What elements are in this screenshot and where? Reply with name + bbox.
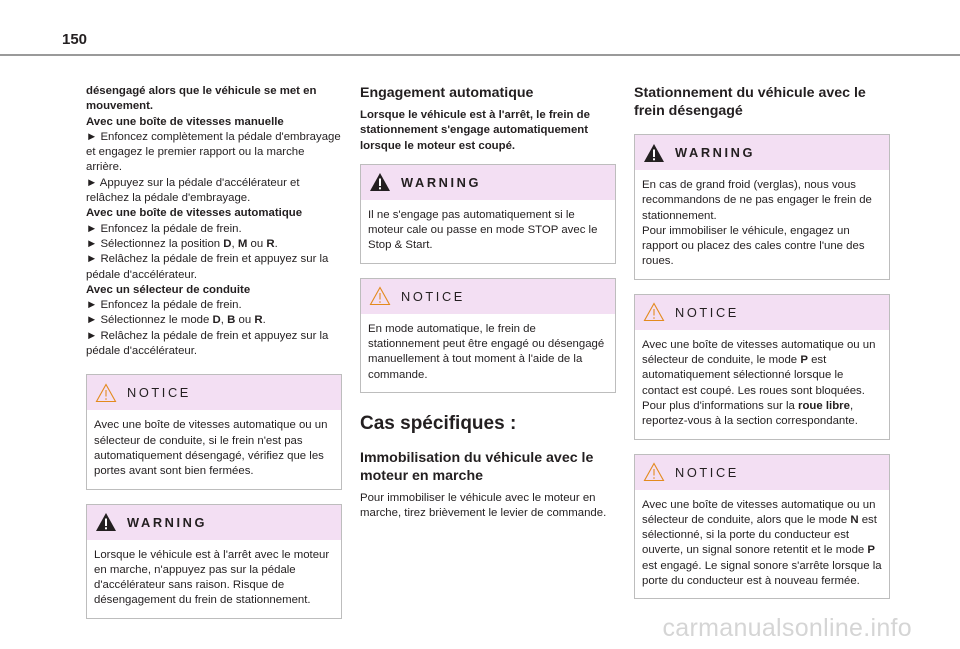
warning-triangle-icon [95,512,117,532]
warning-triangle-icon [643,143,665,163]
specific-cases-heading: Cas spécifiques : [360,412,517,434]
notice-title: NOTICE [675,304,739,320]
manual-step-1: ► Enfoncez complètement la pédale d'embrayage et engagez le premier rapport ou la marche arrière. [86,130,341,174]
notice-text: Avec une boîte de vitesses automatique ou un sélecteur de conduite, si le frein n'est pas automatiquement désengagé, vérifiez que les portes avant sont bien fermées. [94,419,328,478]
warning-title: WARNING [675,145,756,160]
notice-box-1 [634,294,890,440]
warning-text-1: En cas de grand froid (verglas), nous vous recommandons de ne pas engager le frein de stationnement. [642,179,872,222]
intro-text: désengagé alors que le véhicule se met en mouvement. [86,85,317,113]
notice-text: Avec une boîte de vitesses automatique ou un sélecteur de conduite, alors que le mode N est sélectionné, si la porte du conducteur est ouverte, un signal sonore retentit et le mode P est engagé. Le signal sonore s'arrête lorsque la porte du conducteur est à nouveau fermée. [642,498,882,588]
warning-text: Il ne s'engage pas automatiquement si le moteur cale ou passe en mode STOP avec le Stop & Start. [368,208,598,252]
warning-header [361,165,615,200]
notice-box [86,374,342,489]
section-heading-auto-engage: Engagement automatique [360,85,534,101]
column-2 [360,84,616,522]
manual-step-2: ► Appuyez sur la pédale d'accélérateur et relâchez la pédale d'embrayage. [86,176,300,205]
notice-header [635,295,889,330]
selector-step-2: ► Sélectionnez le mode D, B ou R. [86,314,266,327]
notice-header [635,455,889,490]
notice-triangle-icon [95,383,117,403]
section-heading-parking: Stationnement du véhicule avec le frein désengagé [634,85,866,119]
notice-box-2 [634,454,890,600]
auto-step-2: ► Sélectionnez la position D, M ou R. [86,237,278,250]
selector-heading: Avec un sélecteur de conduite [86,283,251,296]
watermark: carmanualsonline.info [662,614,912,642]
notice-box [360,278,616,393]
page-number: 150 [62,31,88,48]
notice-triangle-icon [643,462,665,482]
notice-text: En mode automatique, le frein de stationnement peut être engagé ou désengagé manuellement à tout moment à l'aide de la commande. [368,322,605,381]
warning-text: Lorsque le véhicule est à l'arrêt avec le moteur en marche, n'appuyez pas sur la pédale d'accélérateur sans raison. Risque de désengagement du frein de stationnement. [94,548,330,607]
warning-box [634,134,890,280]
notice-title: NOTICE [675,464,739,480]
notice-triangle-icon [369,286,391,306]
auto-step-1: ► Enfoncez la pédale de frein. [86,222,242,235]
warning-header [87,505,341,540]
warning-text-2: Pour immobiliser le véhicule, engagez un rapport ou placez des cales contre l'une des roues. [642,224,865,268]
header-rule [0,54,960,56]
warning-header [635,135,889,170]
warning-box [86,504,342,619]
column-3 [634,84,890,613]
warning-title: WARNING [401,174,482,190]
warning-box [360,164,616,264]
immobilisation-text: Pour immobiliser le véhicule avec le moteur en marche, tirez brièvement le levier de commande. [360,491,607,520]
notice-header [361,279,615,314]
warning-triangle-icon [369,172,391,192]
warning-title: WARNING [127,514,208,530]
selector-step-3: ► Relâchez la pédale de frein et appuyez sur la pédale d'accélérateur. [86,329,329,358]
notice-header [87,375,341,410]
notice-title: NOTICE [401,288,465,304]
notice-title: NOTICE [127,385,191,401]
auto-heading: Avec une boîte de vitesses automatique [86,207,303,220]
selector-step-1: ► Enfoncez la pédale de frein. [86,299,242,312]
notice-text: Avec une boîte de vitesses automatique ou un sélecteur de conduite, le mode P est automatiquement sélectionné lorsque le contact est coupé. Les roues sont bloquées. Pour plus d'informations sur la roue libre, reportez-vous à la section correspondante. [642,338,876,428]
notice-triangle-icon [643,302,665,322]
immobilisation-heading: Immobilisation du véhicule avec le moteur en marche [360,449,594,484]
auto-engage-intro: Lorsque le véhicule est à l'arrêt, le frein de stationnement s'engage automatiquement lorsque le moteur est coupé. [360,109,590,152]
auto-step-3: ► Relâchez la pédale de frein et appuyez sur la pédale d'accélérateur. [86,253,329,281]
column-1 [86,84,342,633]
manual-heading: Avec une boîte de vitesses manuelle [86,115,284,128]
